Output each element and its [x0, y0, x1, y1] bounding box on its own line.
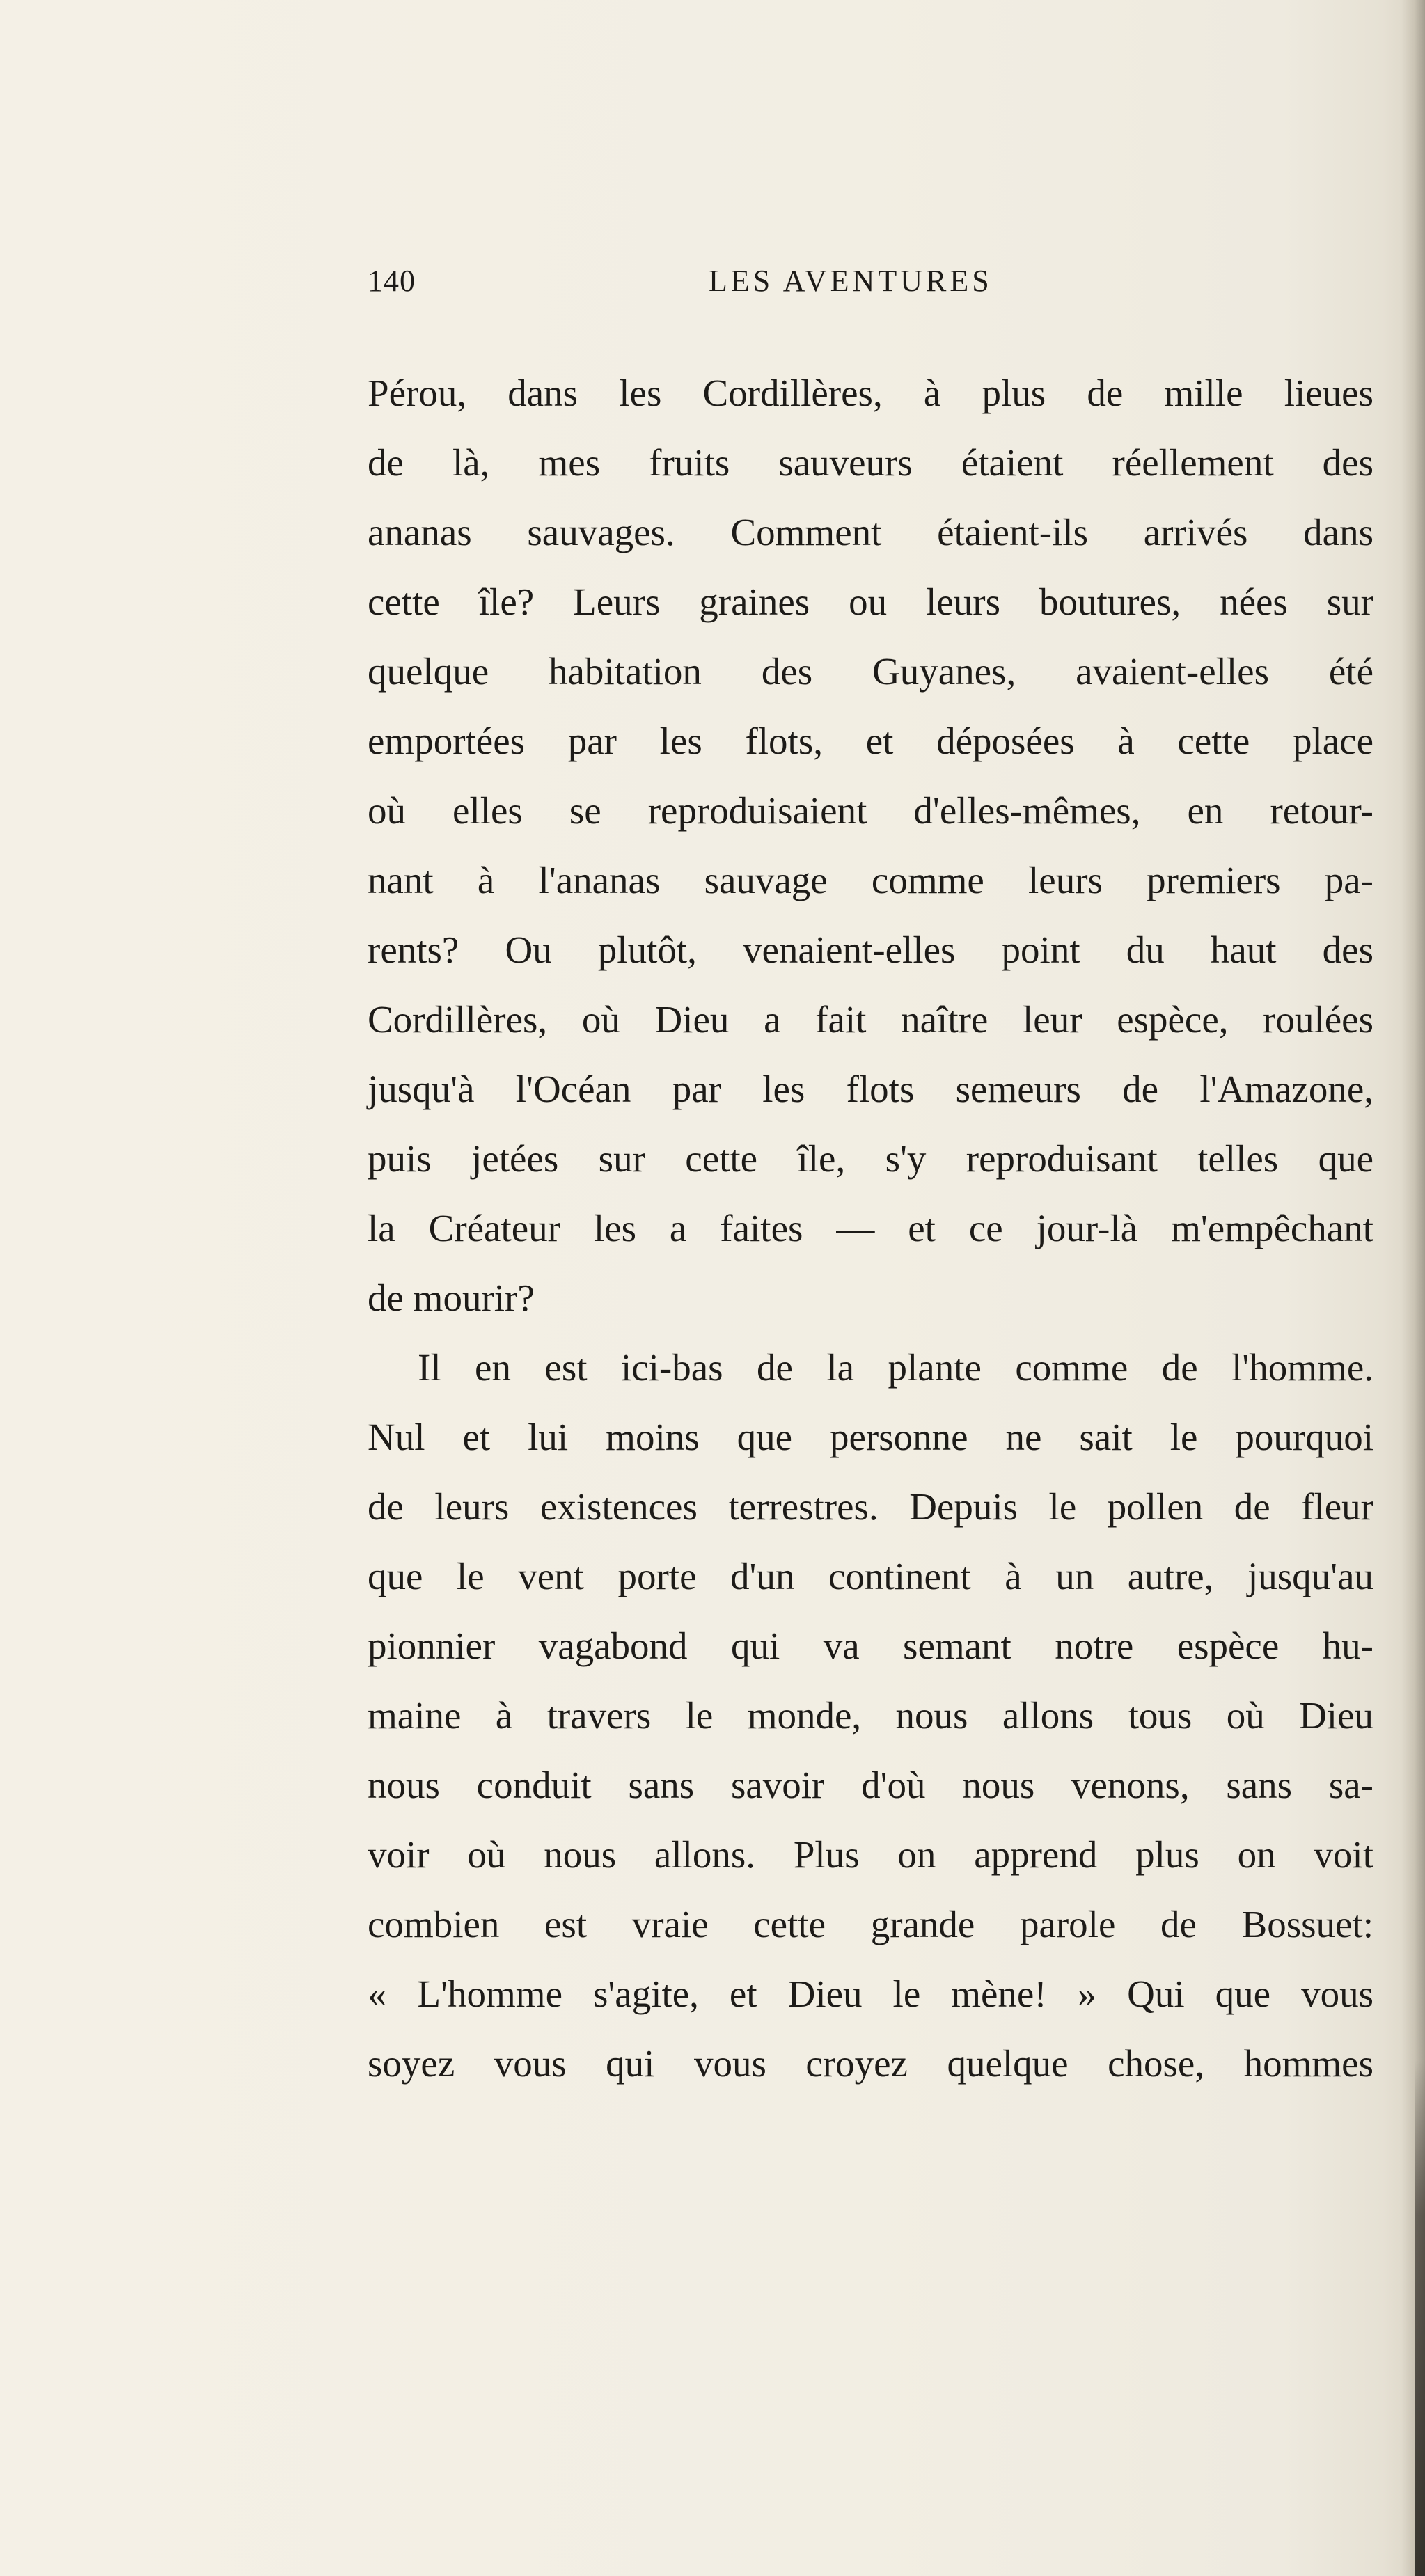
- page-header: [368, 263, 1373, 312]
- text-line: soyez vous qui vous croyez quelque chose, hommes: [368, 2042, 1373, 2085]
- text-line: Nul et lui moins que personne ne sait le pourquoi: [368, 1416, 1373, 1458]
- text-line: jusqu'à l'Océan par les flots semeurs de l'Amazone,: [368, 1068, 1373, 1110]
- text-line: pionnier vagabond qui va semant notre espèce hu-: [368, 1625, 1373, 1667]
- text-line: « L'homme s'agite, et Dieu le mène! » Qui que vous: [368, 1973, 1373, 2015]
- text-line: emportées par les flots, et déposées à cette place: [368, 720, 1373, 762]
- text-line: puis jetées sur cette île, s'y reproduisant telles que: [368, 1137, 1373, 1180]
- text-line: voir où nous allons. Plus on apprend plus on voit: [368, 1833, 1373, 1876]
- text-line: maine à travers le monde, nous allons tous où Dieu: [368, 1694, 1373, 1737]
- text-line: de là, mes fruits sauveurs étaient réellement des: [368, 441, 1373, 484]
- text-line: Il en est ici-bas de la plante comme de l'homme.: [418, 1346, 1373, 1389]
- text-line: de leurs existences terrestres. Depuis le pollen de fleur: [368, 1485, 1373, 1528]
- text-line: quelque habitation des Guyanes, avaient-elles été: [368, 650, 1373, 693]
- text-line: de mourir?: [368, 1277, 535, 1319]
- text-line: combien est vraie cette grande parole de Bossuet:: [368, 1903, 1373, 1945]
- text-line: que le vent porte d'un continent à un autre, jusqu'au: [368, 1555, 1373, 1597]
- text-line: où elles se reproduisaient d'elles-mêmes, en retour-: [368, 789, 1373, 832]
- page-number: 140: [368, 264, 416, 298]
- text-line: rents? Ou plutôt, venaient-elles point du haut des: [368, 929, 1373, 971]
- page-edge-dark: [1415, 2060, 1425, 2576]
- text-line: Cordillères, où Dieu a fait naître leur espèce, roulées: [368, 998, 1373, 1041]
- text-line: ananas sauvages. Comment étaient-ils arrivés dans: [368, 511, 1373, 553]
- text-line: nous conduit sans savoir d'où nous venons, sans sa-: [368, 1764, 1373, 1806]
- text-line: cette île? Leurs graines ou leurs boutures, nées sur: [368, 580, 1373, 623]
- running-title: LES AVENTURES: [709, 264, 993, 298]
- text-line: la Créateur les a faites — et ce jour-là m'empêchant: [368, 1207, 1373, 1249]
- text-line: Pérou, dans les Cordillères, à plus de mille lieues: [368, 372, 1373, 414]
- text-line: nant à l'ananas sauvage comme leurs premiers pa-: [368, 859, 1373, 901]
- body-text: [368, 358, 1373, 2099]
